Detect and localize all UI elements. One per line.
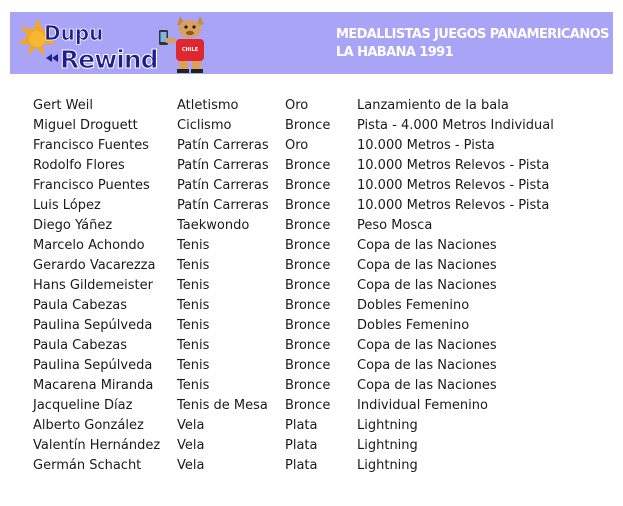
sport-cell: Ciclismo: [177, 118, 232, 133]
event-cell: Lanzamiento de la bala: [357, 98, 509, 113]
medal-cell: Bronce: [285, 178, 331, 193]
brand-line1: Dupu: [44, 21, 104, 45]
event-cell: Copa de las Naciones: [357, 278, 497, 293]
event-cell: Lightning: [357, 438, 418, 453]
athlete-name-cell: Macarena Miranda: [33, 378, 154, 393]
athlete-name-cell: Jacqueline Díaz: [33, 398, 133, 413]
table-row: [33, 236, 587, 256]
header-titles: [336, 26, 609, 62]
sport-cell: Patín Carreras: [177, 178, 269, 193]
table-row: [33, 136, 587, 156]
medal-cell: Bronce: [285, 278, 331, 293]
event-cell: Lightning: [357, 458, 418, 473]
sport-cell: Tenis: [177, 378, 210, 393]
sport-cell: Patín Carreras: [177, 158, 269, 173]
sport-cell: Patín Carreras: [177, 198, 269, 213]
medal-cell: Bronce: [285, 158, 331, 173]
athlete-name-cell: Rodolfo Flores: [33, 158, 125, 173]
sport-cell: Atletismo: [177, 98, 239, 113]
header-banner: [10, 12, 613, 74]
athlete-name-cell: Valentín Hernández: [33, 438, 161, 453]
medal-cell: Bronce: [285, 118, 331, 133]
sport-cell: Tenis: [177, 358, 210, 373]
page-title: MEDALLISTAS JUEGOS PANAMERICANOS: [336, 27, 609, 42]
table-row: [33, 336, 587, 356]
mascot-shirt-text: CHILE: [181, 47, 199, 53]
rewind-icon: [46, 54, 58, 62]
sport-cell: Taekwondo: [177, 218, 250, 233]
event-cell: Individual Femenino: [357, 398, 488, 413]
medal-cell: Bronce: [285, 238, 331, 253]
event-cell: 10.000 Metros Relevos - Pista: [357, 178, 550, 193]
medal-cell: Bronce: [285, 378, 331, 393]
event-cell: 10.000 Metros Relevos - Pista: [357, 158, 550, 173]
athlete-name-cell: Germán Schacht: [33, 458, 142, 473]
event-cell: Peso Mosca: [357, 218, 433, 233]
medal-cell: Oro: [285, 138, 309, 153]
sport-cell: Tenis: [177, 298, 210, 313]
table-row: [33, 396, 587, 416]
table-row: [33, 176, 587, 196]
athlete-name-cell: Miguel Droguett: [33, 118, 138, 133]
table-row: [33, 276, 587, 296]
medal-cell: Bronce: [285, 318, 331, 333]
event-cell: Dobles Femenino: [357, 318, 470, 333]
table-row: [33, 296, 587, 316]
event-cell: Copa de las Naciones: [357, 258, 497, 273]
medal-cell: Bronce: [285, 258, 331, 273]
athlete-name-cell: Luis López: [33, 198, 101, 213]
athlete-name-cell: Gerardo Vacarezza: [33, 258, 156, 273]
sport-cell: Vela: [177, 458, 205, 473]
table-row: [33, 456, 587, 476]
athlete-name-cell: Alberto González: [33, 418, 144, 433]
brand-line2: Rewind: [60, 45, 158, 74]
event-cell: Pista - 4.000 Metros Individual: [357, 118, 554, 133]
event-cell: 10.000 Metros Relevos - Pista: [357, 198, 550, 213]
event-cell: Copa de las Naciones: [357, 238, 497, 253]
table-row: [33, 96, 587, 116]
sport-cell: Tenis: [177, 238, 210, 253]
medal-cell: Bronce: [285, 338, 331, 353]
athlete-name-cell: Marcelo Achondo: [33, 238, 145, 253]
athlete-name-cell: Francisco Puentes: [33, 178, 150, 193]
table-row: [33, 436, 587, 456]
sport-cell: Tenis: [177, 258, 210, 273]
medalists-table: [33, 96, 587, 476]
medal-cell: Bronce: [285, 358, 331, 373]
medal-cell: Bronce: [285, 218, 331, 233]
medal-cell: Bronce: [285, 198, 331, 213]
medal-cell: Plata: [285, 418, 318, 433]
mascot-icon: [159, 16, 204, 73]
event-cell: Copa de las Naciones: [357, 378, 497, 393]
sport-cell: Patín Carreras: [177, 138, 269, 153]
athlete-name-cell: Hans Gildemeister: [33, 278, 153, 293]
medal-cell: Plata: [285, 458, 318, 473]
event-cell: Copa de las Naciones: [357, 358, 497, 373]
athlete-name-cell: Paula Cabezas: [33, 298, 128, 313]
table-row: [33, 316, 587, 336]
logo-graphic: [16, 12, 216, 74]
table-row: [33, 256, 587, 276]
sport-cell: Tenis: [177, 338, 210, 353]
medalists-table-body: [33, 96, 587, 476]
medal-cell: Bronce: [285, 298, 331, 313]
event-cell: Lightning: [357, 418, 418, 433]
athlete-name-cell: Gert Weil: [33, 98, 93, 113]
table-row: [33, 216, 587, 236]
page-subtitle: LA HABANA 1991: [336, 45, 454, 60]
table-row: [33, 356, 587, 376]
sport-cell: Tenis: [177, 278, 210, 293]
sport-cell: Vela: [177, 418, 205, 433]
athlete-name-cell: Paula Cabezas: [33, 338, 128, 353]
event-cell: Dobles Femenino: [357, 298, 470, 313]
sport-cell: Tenis: [177, 318, 210, 333]
athlete-name-cell: Diego Yáñez: [33, 218, 113, 233]
sport-cell: Tenis de Mesa: [177, 398, 268, 413]
athlete-name-cell: Francisco Fuentes: [33, 138, 149, 153]
sport-cell: Vela: [177, 438, 205, 453]
event-cell: Copa de las Naciones: [357, 338, 497, 353]
dupu-rewind-logo: [16, 12, 216, 74]
athlete-name-cell: Paulina Sepúlveda: [33, 318, 153, 333]
table-row: [33, 116, 587, 136]
table-row: [33, 196, 587, 216]
medal-cell: Oro: [285, 98, 309, 113]
table-row: [33, 416, 587, 436]
athlete-name-cell: Paulina Sepúlveda: [33, 358, 153, 373]
medal-cell: Bronce: [285, 398, 331, 413]
table-row: [33, 156, 587, 176]
event-cell: 10.000 Metros - Pista: [357, 138, 495, 153]
table-row: [33, 376, 587, 396]
medal-cell: Plata: [285, 438, 318, 453]
